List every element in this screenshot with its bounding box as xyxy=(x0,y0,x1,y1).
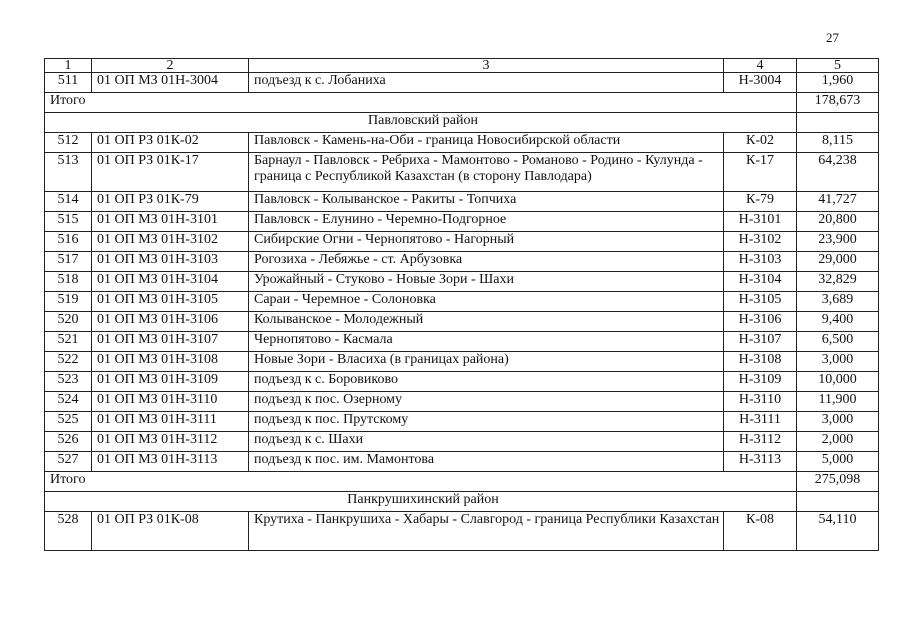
road-index-cell: Н-3101 xyxy=(724,212,797,232)
road-length-cell: 20,800 xyxy=(797,212,879,232)
road-code-cell: 01 ОП МЗ 01Н-3103 xyxy=(92,252,249,272)
table-row xyxy=(45,412,879,432)
section-row xyxy=(45,113,879,133)
total-label-cell: Итого xyxy=(45,93,797,113)
header-cell: 3 xyxy=(249,59,724,73)
road-name-cell: подъезд к с. Боровиково xyxy=(249,372,724,392)
row-number-cell: 517 xyxy=(45,252,92,272)
road-name-cell: Сараи - Черемное - Солоновка xyxy=(249,292,724,312)
header-cell: 1 xyxy=(45,59,92,73)
road-length-cell: 2,000 xyxy=(797,432,879,452)
road-index-cell: Н-3109 xyxy=(724,372,797,392)
road-index-cell: Н-3004 xyxy=(724,73,797,93)
row-number-cell: 527 xyxy=(45,452,92,472)
table-row xyxy=(45,212,879,232)
section-empty-cell xyxy=(797,113,879,133)
road-name-cell: Павловск - Камень-на-Оби - граница Новосибирской области xyxy=(249,133,724,153)
road-index-cell: Н-3104 xyxy=(724,272,797,292)
table-row xyxy=(45,192,879,212)
road-code-cell: 01 ОП МЗ 01Н-3112 xyxy=(92,432,249,452)
road-length-cell: 3,000 xyxy=(797,352,879,372)
road-code-cell: 01 ОП МЗ 01Н-3105 xyxy=(92,292,249,312)
road-index-cell: К-79 xyxy=(724,192,797,212)
road-code-cell: 01 ОП МЗ 01Н-3110 xyxy=(92,392,249,412)
row-number-cell: 516 xyxy=(45,232,92,252)
road-name-cell: Павловск - Колыванское - Ракиты - Топчиха xyxy=(249,192,724,212)
road-index-cell: Н-3108 xyxy=(724,352,797,372)
road-code-cell: 01 ОП МЗ 01Н-3102 xyxy=(92,232,249,252)
road-name-cell: Рогозиха - Лебяжье - ст. Арбузовка xyxy=(249,252,724,272)
section-title-cell: Павловский район xyxy=(45,113,797,133)
road-name-cell: подъезд к пос. Озерному xyxy=(249,392,724,412)
header-cell: 5 xyxy=(797,59,879,73)
road-code-cell: 01 ОП РЗ 01К-08 xyxy=(92,512,249,551)
road-code-cell: 01 ОП МЗ 01Н-3111 xyxy=(92,412,249,432)
row-number-cell: 526 xyxy=(45,432,92,452)
total-value-cell: 275,098 xyxy=(797,472,879,492)
total-value-cell: 178,673 xyxy=(797,93,879,113)
row-number-cell: 515 xyxy=(45,212,92,232)
road-name-cell: Колыванское - Молодежный xyxy=(249,312,724,332)
road-name-cell: подъезд к с. Лобаниха xyxy=(249,73,724,93)
table-row xyxy=(45,73,879,93)
road-length-cell: 32,829 xyxy=(797,272,879,292)
road-name-cell: Барнаул - Павловск - Ребриха - Мамонтово - Романово - Родино - Кулунда - граница с Республикой Казахстан (в сторону Павлодара) xyxy=(249,153,724,192)
road-code-cell: 01 ОП МЗ 01Н-3004 xyxy=(92,73,249,93)
road-index-cell: Н-3110 xyxy=(724,392,797,412)
road-index-cell: К-02 xyxy=(724,133,797,153)
row-number-cell: 518 xyxy=(45,272,92,292)
table-row xyxy=(45,292,879,312)
total-row xyxy=(45,472,879,492)
total-label-cell: Итого xyxy=(45,472,797,492)
header-cell: 4 xyxy=(724,59,797,73)
road-name-cell: подъезд к пос. Прутскому xyxy=(249,412,724,432)
road-code-cell: 01 ОП МЗ 01Н-3106 xyxy=(92,312,249,332)
road-index-cell: Н-3112 xyxy=(724,432,797,452)
row-number-cell: 524 xyxy=(45,392,92,412)
road-length-cell: 3,000 xyxy=(797,412,879,432)
road-name-cell: Сибирские Огни - Чернопятово - Нагорный xyxy=(249,232,724,252)
table-row xyxy=(45,133,879,153)
table-row xyxy=(45,452,879,472)
row-number-cell: 528 xyxy=(45,512,92,551)
table-row xyxy=(45,352,879,372)
table-row xyxy=(45,153,879,192)
roads-table xyxy=(44,58,879,551)
row-number-cell: 520 xyxy=(45,312,92,332)
header-row xyxy=(45,59,879,73)
road-index-cell: Н-3113 xyxy=(724,452,797,472)
table-row xyxy=(45,252,879,272)
road-name-cell: Чернопятово - Касмала xyxy=(249,332,724,352)
row-number-cell: 521 xyxy=(45,332,92,352)
table-row xyxy=(45,432,879,452)
road-index-cell: Н-3106 xyxy=(724,312,797,332)
road-index-cell: К-17 xyxy=(724,153,797,192)
road-length-cell: 8,115 xyxy=(797,133,879,153)
road-length-cell: 3,689 xyxy=(797,292,879,312)
section-title-cell: Панкрушихинский район xyxy=(45,492,797,512)
table-row xyxy=(45,232,879,252)
road-index-cell: Н-3105 xyxy=(724,292,797,312)
road-name-cell: Новые Зори - Власиха (в границах района) xyxy=(249,352,724,372)
table-row xyxy=(45,372,879,392)
row-number-cell: 525 xyxy=(45,412,92,432)
road-length-cell: 41,727 xyxy=(797,192,879,212)
road-code-cell: 01 ОП РЗ 01К-02 xyxy=(92,133,249,153)
road-length-cell: 9,400 xyxy=(797,312,879,332)
row-number-cell: 522 xyxy=(45,352,92,372)
table-row xyxy=(45,512,879,551)
road-code-cell: 01 ОП МЗ 01Н-3107 xyxy=(92,332,249,352)
road-length-cell: 5,000 xyxy=(797,452,879,472)
row-number-cell: 513 xyxy=(45,153,92,192)
road-index-cell: К-08 xyxy=(724,512,797,551)
table-row xyxy=(45,332,879,352)
road-code-cell: 01 ОП РЗ 01К-79 xyxy=(92,192,249,212)
road-length-cell: 64,238 xyxy=(797,153,879,192)
road-length-cell: 6,500 xyxy=(797,332,879,352)
road-length-cell: 23,900 xyxy=(797,232,879,252)
road-name-cell: подъезд к с. Шахи xyxy=(249,432,724,452)
row-number-cell: 511 xyxy=(45,73,92,93)
road-code-cell: 01 ОП МЗ 01Н-3104 xyxy=(92,272,249,292)
road-name-cell: Крутиха - Панкрушиха - Хабары - Славгород - граница Республики Казахстан xyxy=(249,512,724,551)
road-length-cell: 1,960 xyxy=(797,73,879,93)
road-index-cell: Н-3111 xyxy=(724,412,797,432)
table-row xyxy=(45,312,879,332)
road-length-cell: 54,110 xyxy=(797,512,879,551)
road-index-cell: Н-3103 xyxy=(724,252,797,272)
row-number-cell: 512 xyxy=(45,133,92,153)
page-number: 27 xyxy=(826,30,839,45)
road-index-cell: Н-3102 xyxy=(724,232,797,252)
row-number-cell: 523 xyxy=(45,372,92,392)
road-name-cell: Урожайный - Стуково - Новые Зори - Шахи xyxy=(249,272,724,292)
total-row xyxy=(45,93,879,113)
header-cell: 2 xyxy=(92,59,249,73)
row-number-cell: 514 xyxy=(45,192,92,212)
row-number-cell: 519 xyxy=(45,292,92,312)
road-length-cell: 10,000 xyxy=(797,372,879,392)
road-code-cell: 01 ОП РЗ 01К-17 xyxy=(92,153,249,192)
road-code-cell: 01 ОП МЗ 01Н-3101 xyxy=(92,212,249,232)
road-length-cell: 29,000 xyxy=(797,252,879,272)
table-row xyxy=(45,272,879,292)
road-name-cell: Павловск - Елунино - Черемно-Подгорное xyxy=(249,212,724,232)
road-length-cell: 11,900 xyxy=(797,392,879,412)
road-code-cell: 01 ОП МЗ 01Н-3108 xyxy=(92,352,249,372)
table-row xyxy=(45,392,879,412)
road-code-cell: 01 ОП МЗ 01Н-3109 xyxy=(92,372,249,392)
road-name-cell: подъезд к пос. им. Мамонтова xyxy=(249,452,724,472)
road-code-cell: 01 ОП МЗ 01Н-3113 xyxy=(92,452,249,472)
section-empty-cell xyxy=(797,492,879,512)
road-index-cell: Н-3107 xyxy=(724,332,797,352)
section-row xyxy=(45,492,879,512)
